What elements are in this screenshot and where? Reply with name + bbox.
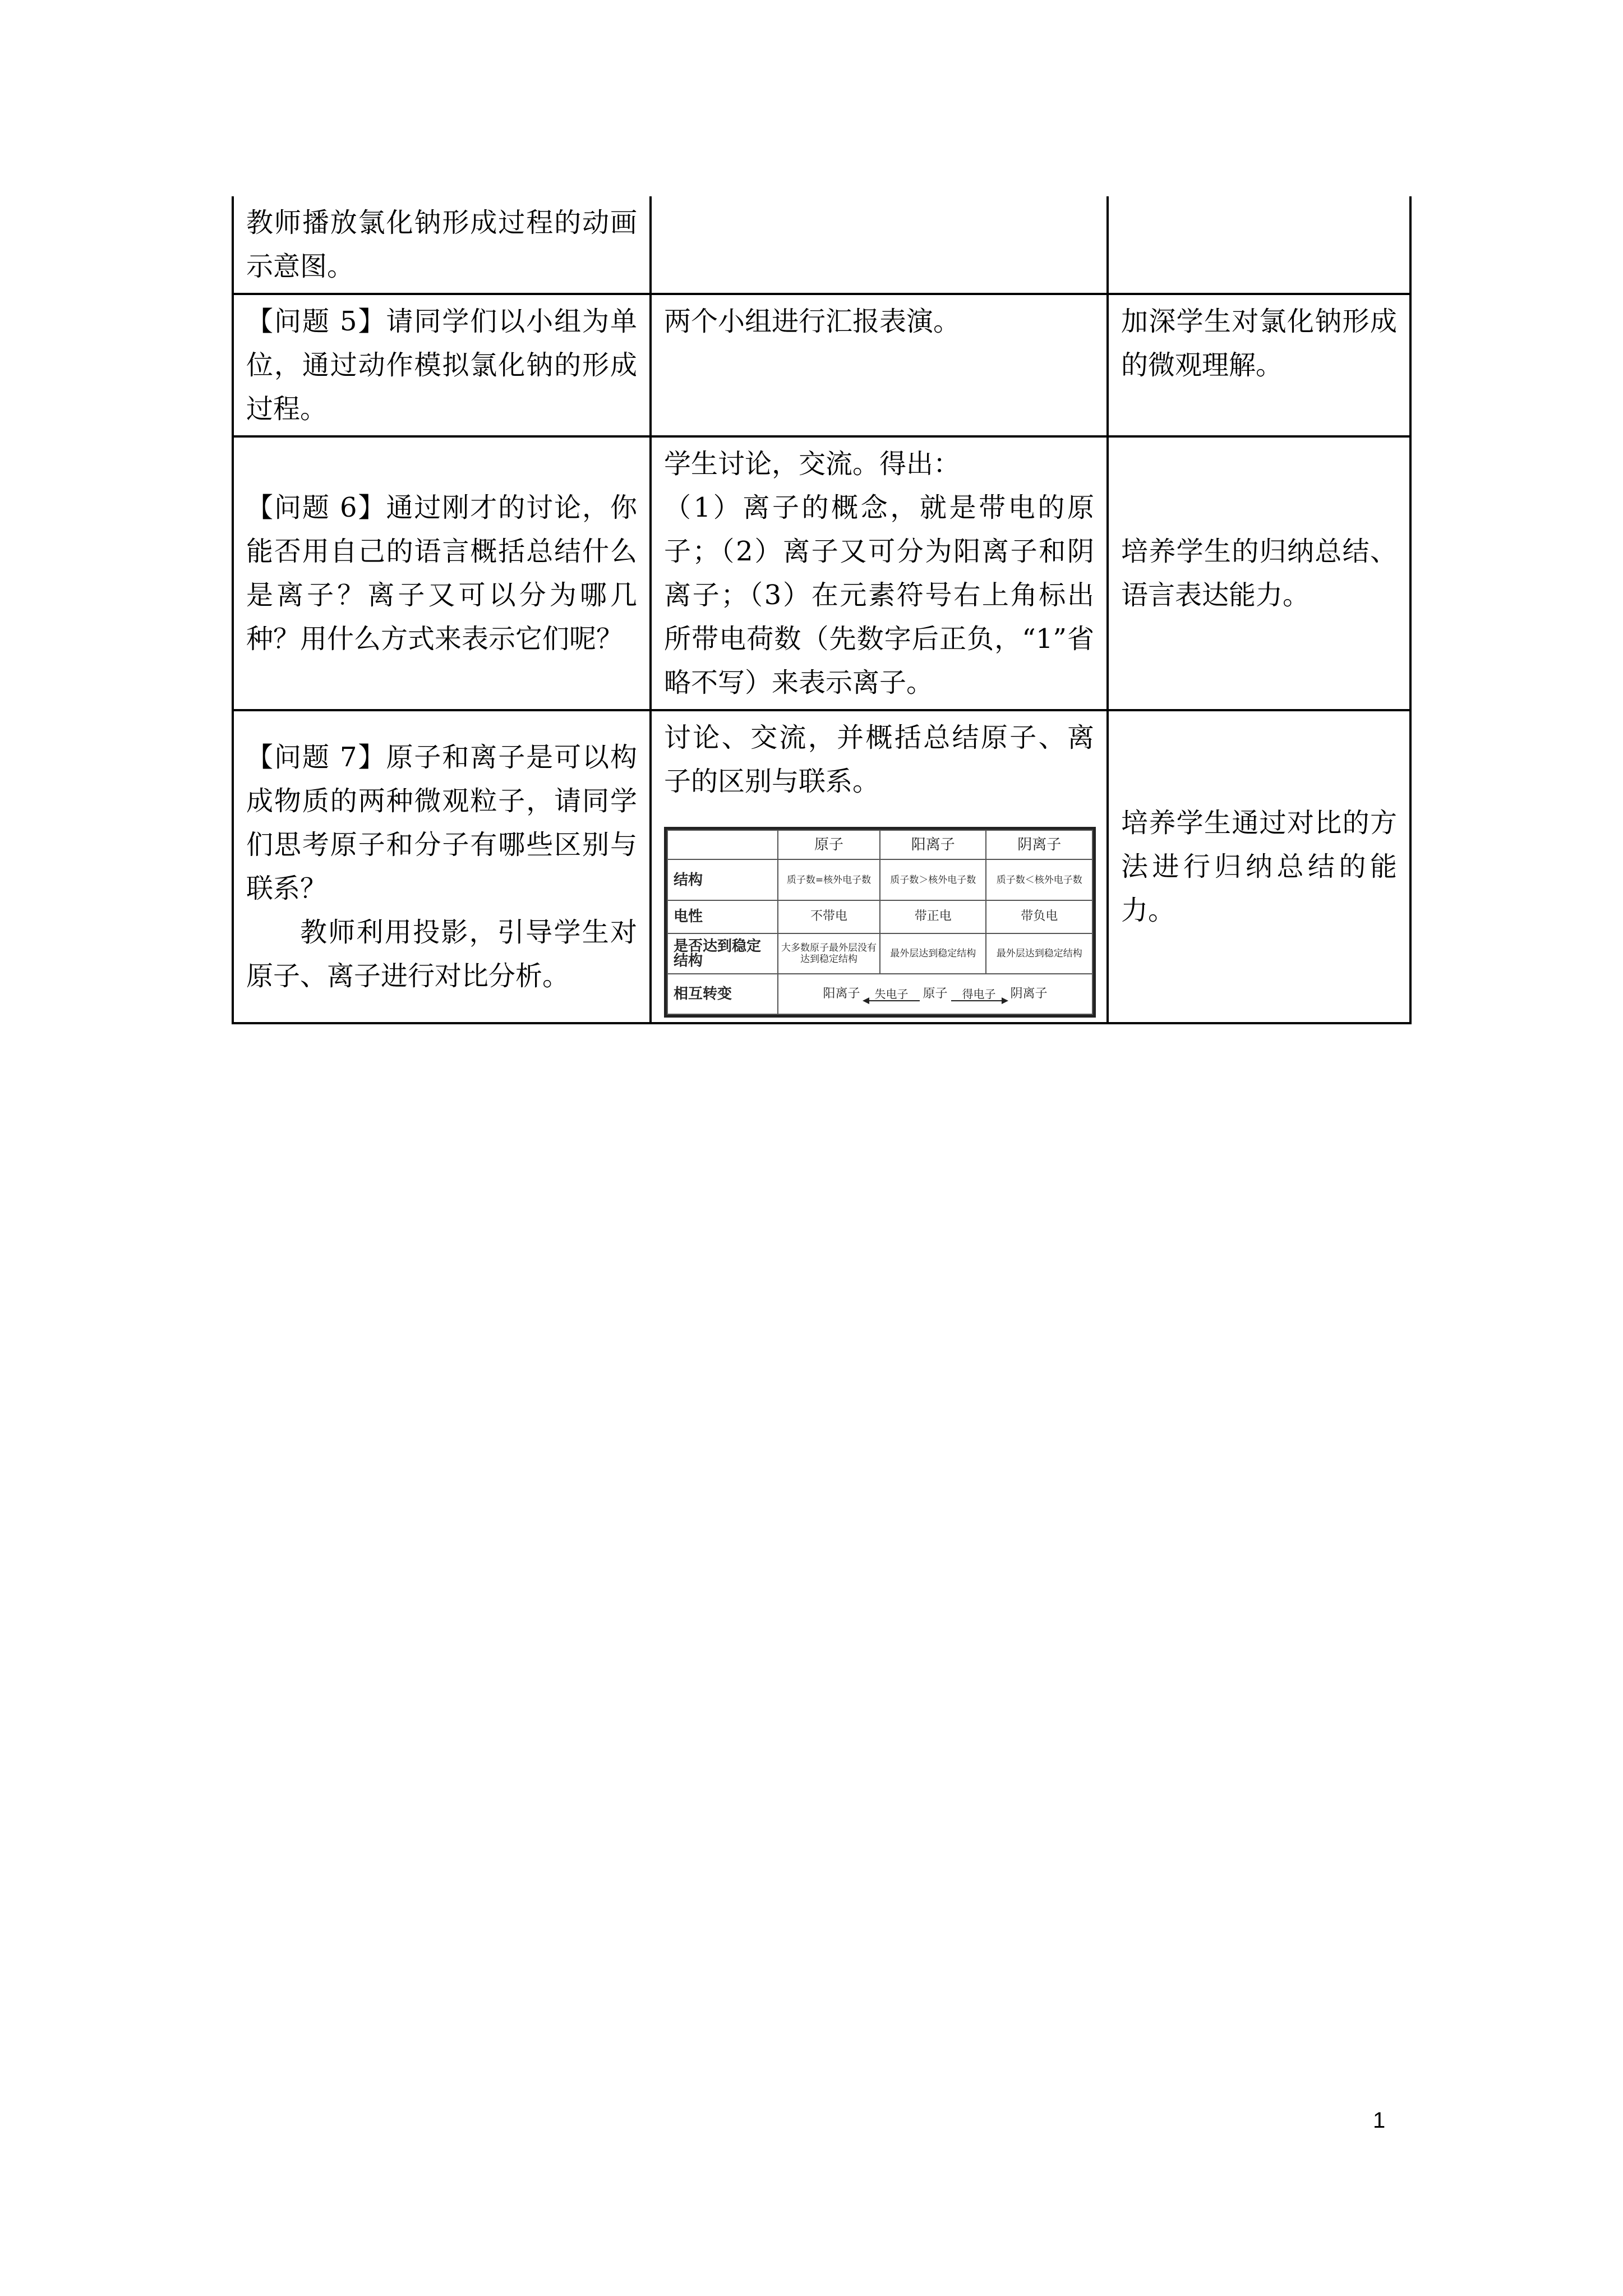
lose-electron-arrow <box>864 988 920 1001</box>
intent-text: 加深学生对氯化钠形成的微观理解。 <box>1121 306 1397 381</box>
student-activity-cell <box>651 196 1108 294</box>
teacher-activity-cell <box>233 294 651 436</box>
comparison-cell: 质子数＜核外电子数 <box>986 859 1092 900</box>
comparison-cell: 不带电 <box>778 900 880 933</box>
comparison-header: 阴离子 <box>986 830 1092 859</box>
student-text: 两个小组进行汇报表演。 <box>664 306 961 337</box>
design-intent-cell <box>1108 710 1410 1023</box>
comparison-cell: 最外层达到稳定结构 <box>986 933 1092 974</box>
gain-electron-arrow <box>951 988 1007 1001</box>
design-intent-cell <box>1108 196 1410 294</box>
atom-ion-comparison-table <box>664 827 1096 1018</box>
lose-electron-label: 失电子 <box>874 987 909 1001</box>
conversion-cation: 阳离子 <box>823 986 860 1001</box>
comparison-row-label: 结构 <box>667 859 778 900</box>
comparison-row-label: 是否达到稳定结构 <box>667 933 778 974</box>
conversion-diagram <box>778 974 1092 1014</box>
comparison-cell: 带负电 <box>986 900 1092 933</box>
comparison-header <box>667 830 778 859</box>
student-text: 学生讨论，交流。得出： <box>664 448 961 480</box>
teacher-text: 【问题 7】原子和离子是可以构成物质的两种微观粒子，请同学们思考原子和分子有哪些区别与联系？ <box>246 742 637 904</box>
page-number: 1 <box>1373 2108 1386 2133</box>
comparison-header: 阳离子 <box>880 830 986 859</box>
table-row <box>233 294 1410 436</box>
table-row <box>233 196 1410 294</box>
design-intent-cell <box>1108 436 1410 710</box>
comparison-row-label: 电性 <box>667 900 778 933</box>
teacher-activity-cell <box>233 436 651 710</box>
conversion-anion: 阴离子 <box>1010 986 1048 1001</box>
student-activity-cell <box>651 710 1108 1023</box>
comparison-row-label: 相互转变 <box>667 974 778 1014</box>
teacher-text: 教师利用投影，引导学生对原子、离子进行对比分析。 <box>246 917 637 992</box>
comparison-cell: 最外层达到稳定结构 <box>880 933 986 974</box>
student-activity-cell <box>651 294 1108 436</box>
intent-text: 培养学生的归纳总结、语言表达能力。 <box>1121 536 1397 611</box>
student-text: 讨论、交流，并概括总结原子、离子的区别与联系。 <box>664 722 1094 797</box>
comparison-cell: 大多数原子最外层没有达到稳定结构 <box>778 933 880 974</box>
teacher-activity-cell <box>233 196 651 294</box>
table-row <box>233 436 1410 710</box>
student-text: （1）离子的概念，就是带电的原子；（2）离子又可分为阳离子和阴离子；（3）在元素符号右上角标出所带电荷数（先数字后正负，“1”省略不写）来表示离子。 <box>664 492 1094 698</box>
lesson-plan-table <box>232 196 1412 1024</box>
comparison-cell: 带正电 <box>880 900 986 933</box>
comparison-cell: 质子数＞核外电子数 <box>880 859 986 900</box>
table-row <box>233 710 1410 1023</box>
teacher-text: 【问题 6】通过刚才的讨论，你能否用自己的语言概括总结什么是离子？离子又可以分为哪几种？用什么方式来表示它们呢？ <box>246 492 637 655</box>
comparison-cell: 质子数=核外电子数 <box>778 859 880 900</box>
teacher-activity-cell <box>233 710 651 1023</box>
gain-electron-label: 得电子 <box>962 987 996 1001</box>
teacher-text: 【问题 5】请同学们以小组为单位，通过动作模拟氯化钠的形成过程。 <box>246 306 637 425</box>
comparison-header: 原子 <box>778 830 880 859</box>
intent-text: 培养学生通过对比的方法进行归纳总结的能力。 <box>1121 807 1397 926</box>
design-intent-cell <box>1108 294 1410 436</box>
teacher-text: 教师播放氯化钠形成过程的动画示意图。 <box>246 207 637 282</box>
conversion-atom: 原子 <box>923 986 948 1001</box>
student-activity-cell <box>651 436 1108 710</box>
